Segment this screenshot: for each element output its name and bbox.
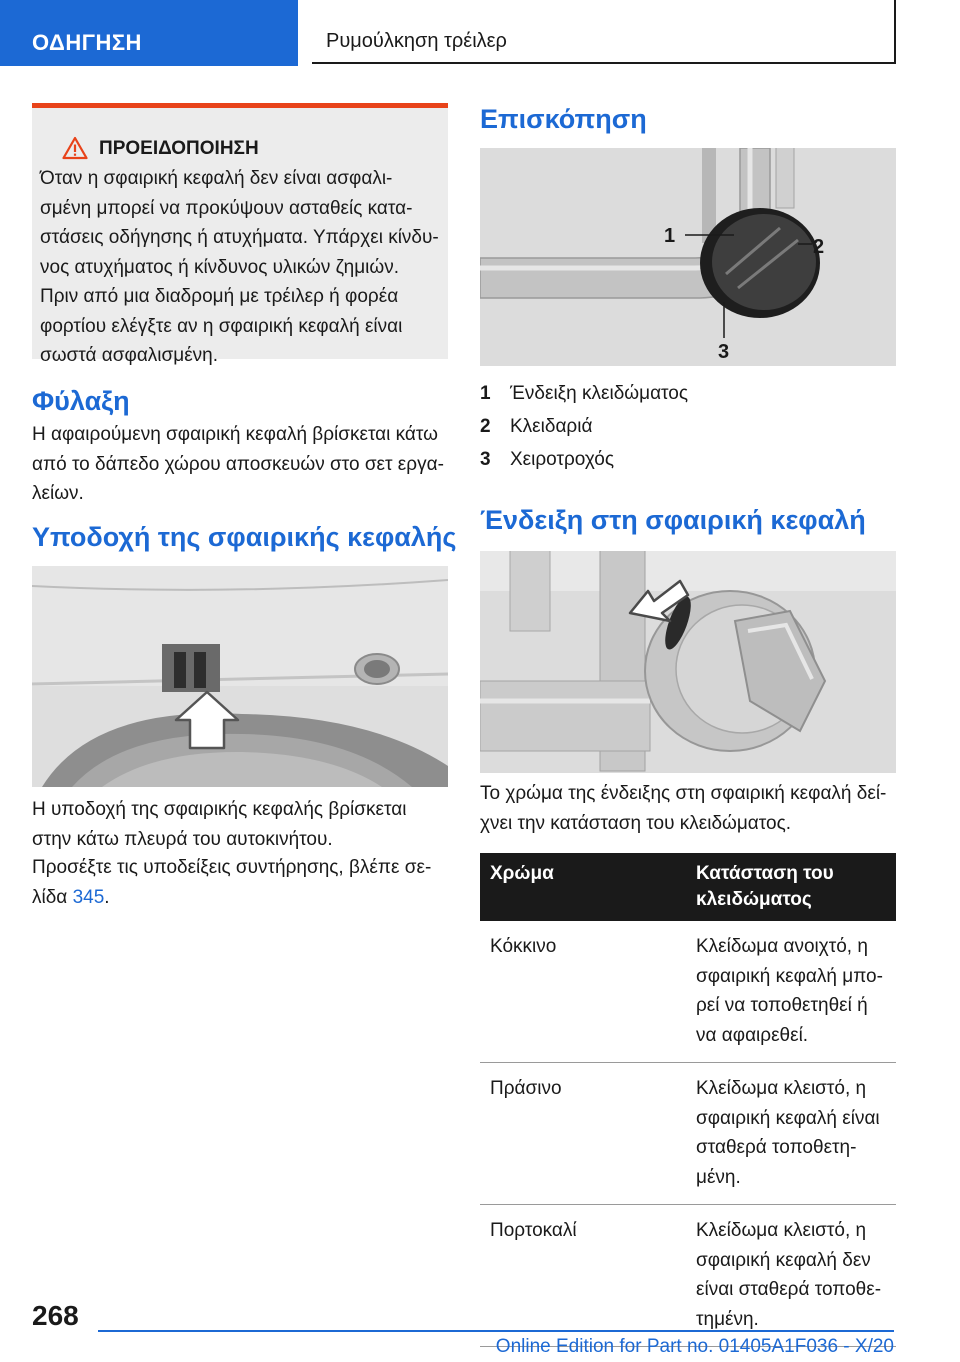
- section-title: ΟΔΗΓΗΣΗ: [32, 30, 142, 55]
- receptacle-heading: Υποδοχή της σφαιρικής κεφαλής: [32, 522, 457, 552]
- warning-title: ΠΡΟΕΙΔΟΠΟΙΗΣΗ: [99, 138, 259, 159]
- footer-edition: Online Edition for Part no. 01405A1F036 - X/20: [495, 1336, 894, 1357]
- overview-figure: [480, 148, 896, 366]
- footer-divider: [98, 1330, 894, 1332]
- callout-2: 2: [813, 236, 825, 258]
- receptacle-figure: [32, 566, 448, 787]
- indicator-illustration: [480, 551, 896, 773]
- receptacle-illustration: [32, 566, 448, 787]
- legend-label: Χειροτροχός: [510, 449, 615, 470]
- chapter-header: [312, 0, 896, 64]
- overview-legend: [480, 383, 896, 482]
- receptacle-text-1: Η υποδοχή της σφαιρικής κεφαλής βρίσκεται στην κάτω πλευρά του αυτοκινήτου.: [32, 799, 407, 850]
- legend-number: 1: [480, 383, 491, 404]
- cell-state: Κλείδωμα ανοιχτό, η σφαιρική κεφαλή μπο-ρεί να τοποθετηθεί ή να αφαιρεθεί.: [686, 921, 896, 1063]
- legend-label: Ένδειξη κλειδώματος: [510, 383, 689, 404]
- cell-state: Κλείδωμα κλειστό, η σφαιρική κεφαλή δεν είναι σταθερά τοποθε-τημένη.: [686, 1205, 896, 1347]
- legend-number: 3: [480, 449, 491, 470]
- page-number: 268: [32, 1300, 79, 1331]
- warning-triangle-icon: [62, 136, 88, 160]
- table-header-row: [480, 853, 896, 921]
- overview-heading: Επισκόπηση: [480, 104, 647, 134]
- storage-text: Η αφαιρούμενη σφαιρική κεφαλή βρίσκεται κάτω από το δάπεδο χώρου αποσκευών στο σετ εργα-λείων.: [32, 424, 444, 504]
- page-link-345[interactable]: 345: [72, 886, 105, 908]
- column-header-color: Χρώμα: [480, 853, 686, 921]
- cell-color: Πράσινο: [480, 1063, 686, 1205]
- cell-state: Κλείδωμα κλειστό, η σφαιρική κεφαλή είναι σταθερά τοποθετη-μένη.: [686, 1063, 896, 1205]
- cell-color: Πορτοκαλί: [480, 1205, 686, 1347]
- warning-box: [32, 103, 448, 366]
- column-header-state: Κατάσταση του κλειδώματος: [686, 853, 896, 921]
- chapter-title: Ρυμούλκηση τρέιλερ: [326, 30, 507, 52]
- table-row: [480, 1063, 896, 1205]
- indicator-text: Το χρώμα της ένδειξης στη σφαιρική κεφαλή δεί-χνει την κατάσταση του κλειδώματος.: [480, 783, 887, 834]
- warning-text: Όταν η σφαιρική κεφαλή δεν είναι ασφαλι-σμένη μπορεί να προκύψουν ασταθείς κατα-στάσεις οδήγησης ή ατυχήματα. Υπάρχει κίνδυ-νος ατυχήματος ή κίνδυνος υλικών ζημιών. Πριν από μια διαδρομή με τρέιλερ ή φορέα φορτίου ελέγξτε αν η σφαιρική κεφαλή είναι σωστά ασφαλισμένη.: [40, 168, 439, 366]
- indicator-heading: Ένδειξη στη σφαιρική κεφαλή: [480, 505, 866, 535]
- legend-number: 2: [480, 416, 491, 437]
- overview-illustration: [480, 148, 896, 366]
- table-row: [480, 921, 896, 1063]
- lock-status-table: [480, 853, 896, 1347]
- cell-color: Κόκκινο: [480, 921, 686, 1063]
- receptacle-text-2: [32, 853, 448, 912]
- indicator-figure: [480, 551, 896, 773]
- storage-heading: Φύλαξη: [32, 386, 130, 416]
- legend-item: [480, 383, 896, 416]
- callout-1: 1: [664, 225, 676, 247]
- receptacle-text-2-prefix: Προσέξτε τις υποδείξεις συντήρησης, βλέπε σε-λίδα: [32, 857, 432, 908]
- receptacle-text-2-suffix: .: [104, 886, 110, 908]
- legend-item: [480, 416, 896, 449]
- callout-3: 3: [718, 341, 730, 363]
- legend-label: Κλειδαριά: [510, 416, 593, 437]
- section-tab: [0, 0, 298, 66]
- table-row: [480, 1205, 896, 1347]
- legend-item: [480, 449, 896, 482]
